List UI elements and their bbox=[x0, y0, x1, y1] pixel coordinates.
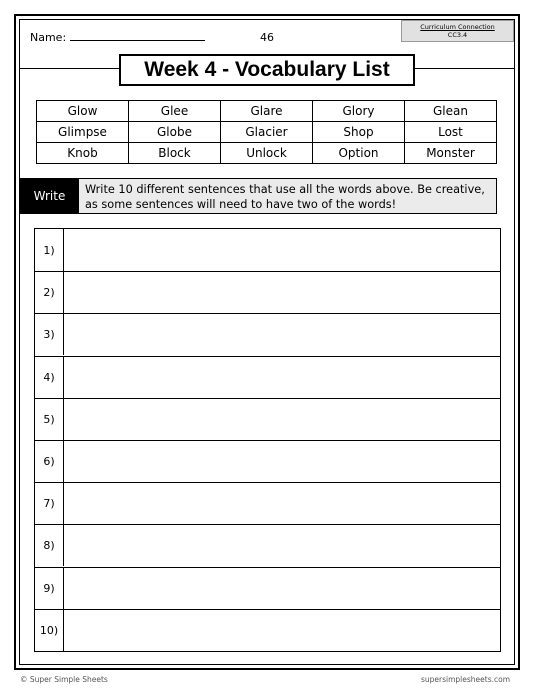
vocabulary-word: Glory bbox=[313, 101, 405, 122]
sentence-number: 8) bbox=[35, 525, 64, 566]
vocabulary-word: Unlock bbox=[221, 143, 313, 164]
vocabulary-word: Glean bbox=[405, 101, 497, 122]
sentence-number: 6) bbox=[35, 441, 64, 482]
write-label: Write bbox=[20, 179, 79, 213]
sentence-line[interactable] bbox=[35, 524, 500, 566]
sentence-number: 2) bbox=[35, 272, 64, 313]
vocabulary-word: Globe bbox=[129, 122, 221, 143]
name-field bbox=[30, 31, 205, 44]
sentence-line[interactable] bbox=[35, 229, 500, 271]
page-title: Week 4 - Vocabulary List bbox=[119, 54, 415, 86]
curriculum-connection-title: Curriculum Connection bbox=[420, 23, 495, 31]
sentence-line[interactable] bbox=[35, 398, 500, 440]
website-text: supersimplesheets.com bbox=[420, 675, 510, 684]
sentence-line[interactable] bbox=[35, 440, 500, 482]
vocabulary-word: Glimpse bbox=[37, 122, 129, 143]
sentence-line[interactable] bbox=[35, 482, 500, 524]
sentence-number: 7) bbox=[35, 483, 64, 524]
sentence-number: 4) bbox=[35, 357, 64, 398]
vocabulary-word: Monster bbox=[405, 143, 497, 164]
sentence-line[interactable] bbox=[35, 567, 500, 609]
vocabulary-word: Glee bbox=[129, 101, 221, 122]
vocabulary-row bbox=[37, 122, 497, 143]
vocabulary-word: Glow bbox=[37, 101, 129, 122]
instruction-text: Write 10 different sentences that use all the words above. Be creative, as some sentences will need to have two of the words! bbox=[85, 183, 485, 211]
vocabulary-row bbox=[37, 101, 497, 122]
sentence-line[interactable] bbox=[35, 609, 500, 651]
vocabulary-word: Option bbox=[313, 143, 405, 164]
vocabulary-word: Lost bbox=[405, 122, 497, 143]
sentence-number: 5) bbox=[35, 399, 64, 440]
vocabulary-word: Block bbox=[129, 143, 221, 164]
sentence-number: 1) bbox=[35, 229, 64, 271]
vocabulary-word: Glare bbox=[221, 101, 313, 122]
page-number: 46 bbox=[260, 31, 274, 44]
vocabulary-table bbox=[36, 100, 497, 164]
name-label: Name: bbox=[30, 31, 67, 44]
vocabulary-word: Knob bbox=[37, 143, 129, 164]
vocabulary-word: Glacier bbox=[221, 122, 313, 143]
curriculum-code: CC3.4 bbox=[447, 31, 468, 39]
writing-lines bbox=[34, 228, 501, 652]
sentence-number: 10) bbox=[35, 610, 64, 651]
sentence-line[interactable] bbox=[35, 356, 500, 398]
sentence-line[interactable] bbox=[35, 271, 500, 313]
vocabulary-word: Shop bbox=[313, 122, 405, 143]
sentence-number: 9) bbox=[35, 568, 64, 609]
name-line[interactable] bbox=[70, 31, 205, 41]
copyright-text: © Super Simple Sheets bbox=[20, 675, 108, 684]
instruction-box bbox=[19, 178, 497, 214]
curriculum-connection-box bbox=[401, 20, 514, 42]
vocabulary-row bbox=[37, 143, 497, 164]
sentence-number: 3) bbox=[35, 314, 64, 355]
sentence-line[interactable] bbox=[35, 313, 500, 355]
